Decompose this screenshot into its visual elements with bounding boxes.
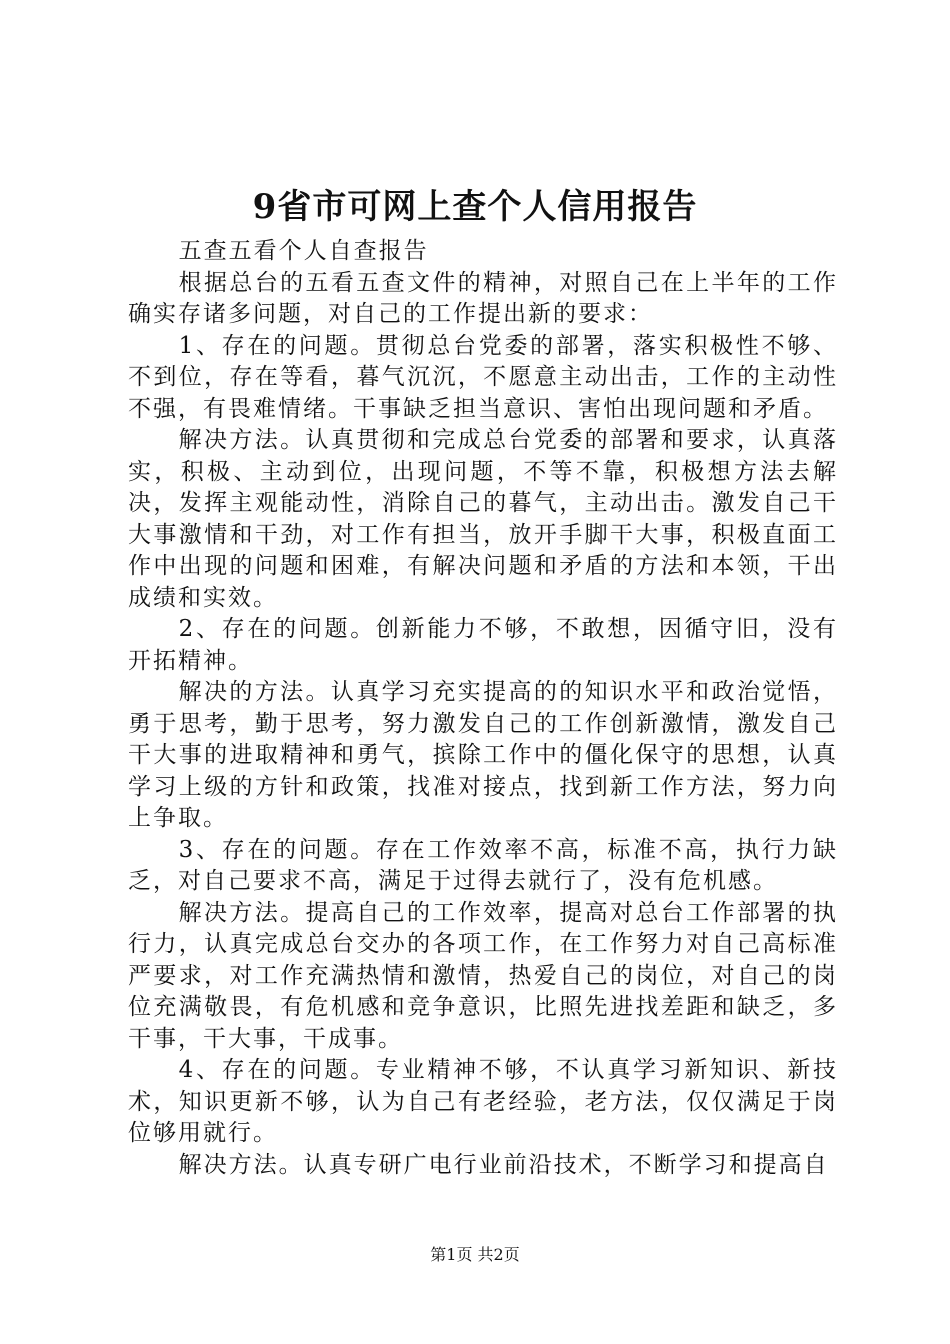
- paragraph: 解决方法。认真专研广电行业前沿技术，不断学习和提高自: [178, 1151, 829, 1178]
- paragraph: 五查五看个人自查报告: [178, 238, 429, 264]
- document-title: 9省市可网上查个人信用报告: [252, 187, 698, 227]
- document-body: [128, 236, 838, 1181]
- paragraph: 解决方法。认真贯彻和完成总台党委的部署和要求，认真落实，积极、主动到位，出现问题，不等不靠，积极想方法去解决，发挥主观能动性，消除自己的暮气，主动出击。激发自己干大事激情和干劲，对工作有担当，放开手脚干大事，积极直面工作中出现的问题和困难，有解决问题和矛盾的方法和本领，干出成绩和实效。: [128, 427, 838, 611]
- paragraph: 解决方法。提高自己的工作效率，提高对总台工作部署的执行力，认真完成总台交办的各项工作，在工作努力对自己高标准严要求，对工作充满热情和激情，热爱自己的岗位，对自己的岗位充满敬畏，有危机感和竞争意识，比照先进找差距和缺乏，多干事，干大事，干成事。: [128, 899, 838, 1052]
- paragraph: 3、存在的问题。存在工作效率不高，标准不高，执行力缺乏，对自己要求不高，满足于过得去就行了，没有危机感。: [128, 836, 838, 894]
- paragraph: 1、存在的问题。贯彻总台党委的部署，落实积极性不够、不到位，存在等看，暮气沉沉，不愿意主动出击，工作的主动性不强，有畏难情绪。干事缺乏担当意识、害怕出现问题和矛盾。: [128, 332, 838, 422]
- paragraph: 根据总台的五看五查文件的精神，对照自己在上半年的工作确实存诸多问题，对自己的工作提出新的要求：: [128, 269, 838, 327]
- paragraph: 2、存在的问题。创新能力不够，不敢想，因循守旧，没有开拓精神。: [128, 616, 838, 674]
- paragraph: 4、存在的问题。专业精神不够，不认真学习新知识、新技术，知识更新不够，认为自己有老经验，老方法，仅仅满足于岗位够用就行。: [128, 1057, 838, 1146]
- paragraph: 解决的方法。认真学习充实提高的的知识水平和政治觉悟，勇于思考，勤于思考，努力激发自己的工作创新激情，激发自己干大事的进取精神和勇气，摈除工作中的僵化保守的思想，认真学习上级的方针和政策，找准对接点，找到新工作方法，努力向上争取。: [128, 679, 838, 831]
- page-footer: 第1页 共2页: [430, 1245, 520, 1264]
